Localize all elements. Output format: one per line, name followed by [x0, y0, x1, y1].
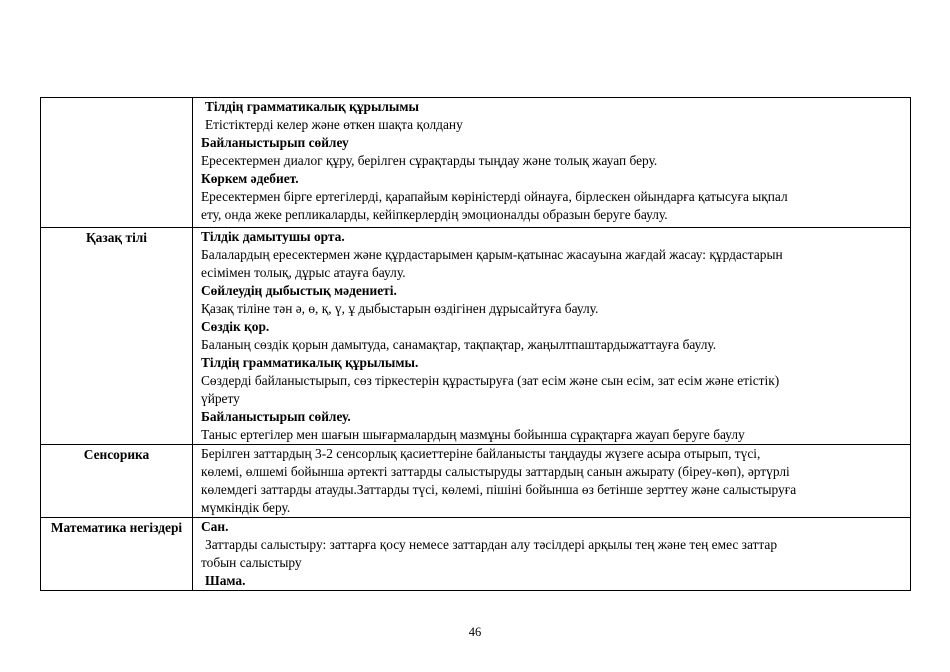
page-number: 46 [468, 625, 482, 639]
content-line: Балалардың ересектермен және құрдастарымен қарым-қатынас жасауына жағдай жасау: құрдастарын [201, 247, 783, 262]
subject-cell [41, 98, 193, 228]
content-line: мүмкіндік беру. [201, 500, 291, 515]
content-line: Етістіктерді келер және өткен шақта қолдану [205, 117, 463, 132]
content-line: Сөйлеудің дыбыстық мәдениеті. [201, 283, 397, 298]
content-line: Көркем әдебиет. [201, 171, 299, 186]
content-line: Сөздік қор. [201, 319, 270, 334]
content-line: үйрету [201, 391, 240, 406]
subject-label: Математика негіздері [50, 520, 183, 535]
subject-cell [41, 518, 193, 591]
subject-cell [41, 228, 193, 445]
content-line: Ересектермен диалог құру, берілген сұрақтарды тыңдау және толық жауап беру. [201, 153, 658, 168]
content-line: Берілген заттардың 3-2 сенсорлық қасиеттеріне байланысты таңдауды жүзеге асыра отырып, түсі, [201, 446, 761, 461]
table-row [41, 98, 911, 228]
content-cell [193, 98, 911, 228]
subject-label: Сенсорика [83, 447, 150, 462]
content-cell [193, 228, 911, 445]
content-line: Тілдік дамытушы орта. [201, 229, 345, 244]
content-line: есімімен толық, дұрыс атауға баулу. [201, 265, 406, 280]
subject-cell [41, 445, 193, 518]
content-cell [193, 445, 911, 518]
content-line: көлемі, өлшемі бойынша әртекті заттарды салыстыруды заттардың санын ажырату (біреу-көп), әртүрлі [201, 464, 790, 479]
subject-label: Қазақ тілі [85, 230, 148, 245]
content-line: ету, онда жеке репликаларды, кейіпкерлердің эмоционалды образын беруге баулу. [201, 207, 668, 222]
content-line: тобын салыстыру [201, 555, 302, 570]
content-line: Тілдің грамматикалық құрылымы [205, 99, 419, 114]
content-cell [193, 518, 911, 591]
content-line: Байланыстырып сөйлеу [201, 135, 349, 150]
content-line: Ересектермен бірге ертегілерді, қарапайым көріністерді ойнауға, бірлескен ойындарға қатысуға ықпал [201, 189, 788, 204]
content-line: Баланың сөздік қорын дамытуда, санамақтар, тақпақтар, жаңылтпаштардыжаттауға баулу. [201, 337, 717, 352]
content-line: Қазақ тіліне тән ә, ө, қ, ү, ұ дыбыстарын өздігінен дұрысайтуға баулу. [201, 301, 599, 316]
table-row [41, 228, 911, 445]
content-line: Байланыстырып сөйлеу. [201, 409, 351, 424]
content-line: Тілдің грамматикалық құрылымы. [201, 355, 419, 370]
table-row [41, 445, 911, 518]
content-line: көлемдегі заттарды атауды.Заттарды түсі, көлемі, пішіні бойынша өз бетінше зерттеу және салыстыруға [201, 482, 797, 497]
subject-label [41, 98, 192, 99]
content-line: Заттарды салыстыру: заттарға қосу немесе заттардан алу тәсілдері арқылы тең және тең емес заттар [205, 537, 778, 552]
curriculum-table [40, 97, 911, 591]
table-row [41, 518, 911, 591]
content-line: Сөздерді байланыстырып, сөз тіркестерін құрастыруға (зат есім және сын есім, зат есім және етістік) [201, 373, 780, 388]
content-line: Шама. [205, 573, 246, 588]
content-line: Таныс ертегілер мен шағын шығармалардың мазмұны бойынша сұрақтарға жауап беруге баулу [201, 427, 745, 442]
content-line: Сан. [201, 519, 229, 534]
